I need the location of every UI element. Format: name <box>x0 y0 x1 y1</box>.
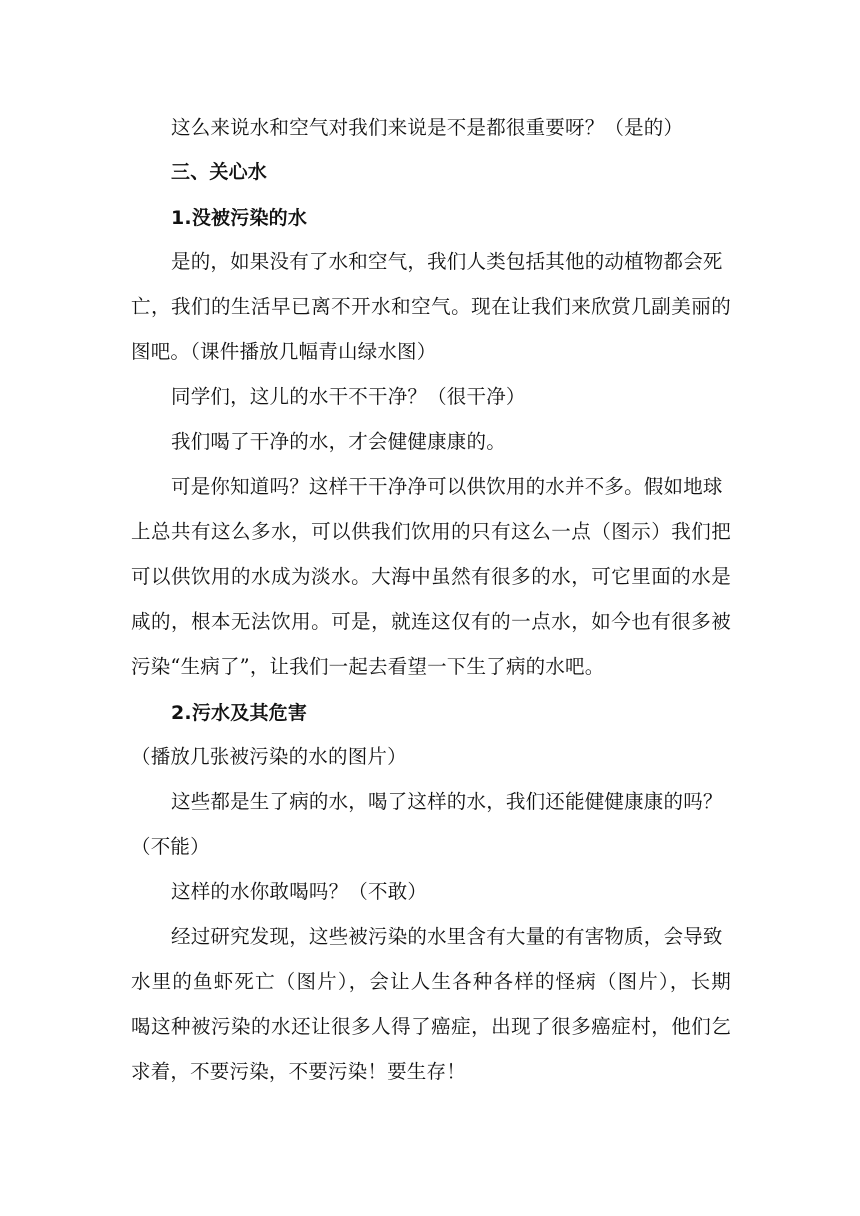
paragraph-line: 咸的，根本无法饮用。可是，就连这仅有的一点水，如今也有很多被 <box>131 610 731 633</box>
paragraph-line: 可是你知道吗？这样干干净净可以供饮用的水并不多。假如地球 <box>171 475 723 498</box>
paragraph-line: 上总共有这么多水，可以供我们饮用的只有这么一点（图示）我们把 <box>131 520 731 543</box>
paragraph-line: 可以供饮用的水成为淡水。大海中虽然有很多的水，可它里面的水是 <box>131 565 731 588</box>
paragraph-line: 这么来说水和空气对我们来说是不是都很重要呀？（是的） <box>171 116 684 139</box>
paragraph-line: 污染“生病了”，让我们一起去看望一下生了病的水吧。 <box>131 655 605 678</box>
paragraph-line: 求着，不要污染，不要污染！要生存！ <box>131 1060 466 1083</box>
paragraph-line: 这些都是生了病的水，喝了这样的水，我们还能健健康康的吗？ <box>171 790 723 813</box>
section-heading: 三、关心水 <box>171 161 268 183</box>
paragraph-line: 我们喝了干净的水，才会健健康康的。 <box>171 430 506 453</box>
paragraph-line: 喝这种被污染的水还让很多人得了癌症，出现了很多癌症村，他们乞 <box>131 1015 731 1038</box>
paragraph-line: 图吧。（课件播放几幅青山绿水图） <box>131 340 437 363</box>
paragraph-line: 是的，如果没有了水和空气，我们人类包括其他的动植物都会死 <box>171 250 723 273</box>
subsection-heading: 2.污水及其危害 <box>171 702 308 724</box>
subsection-heading: 1.没被污染的水 <box>171 207 308 229</box>
paragraph-line: 水里的鱼虾死亡（图片），会让人生各种各样的怪病（图片），长期 <box>131 970 731 993</box>
paragraph-line: 亡，我们的生活早已离不开水和空气。现在让我们来欣赏几副美丽的 <box>131 295 731 318</box>
paragraph-line: （播放几张被污染的水的图片） <box>131 745 407 768</box>
paragraph-line: 这样的水你敢喝吗？（不敢） <box>171 880 428 903</box>
paragraph-line: 同学们，这儿的水干不干净？（很干净） <box>171 385 526 408</box>
paragraph-line: 经过研究发现，这些被污染的水里含有大量的有害物质，会导致 <box>171 925 723 948</box>
paragraph-line: （不能） <box>131 835 210 858</box>
